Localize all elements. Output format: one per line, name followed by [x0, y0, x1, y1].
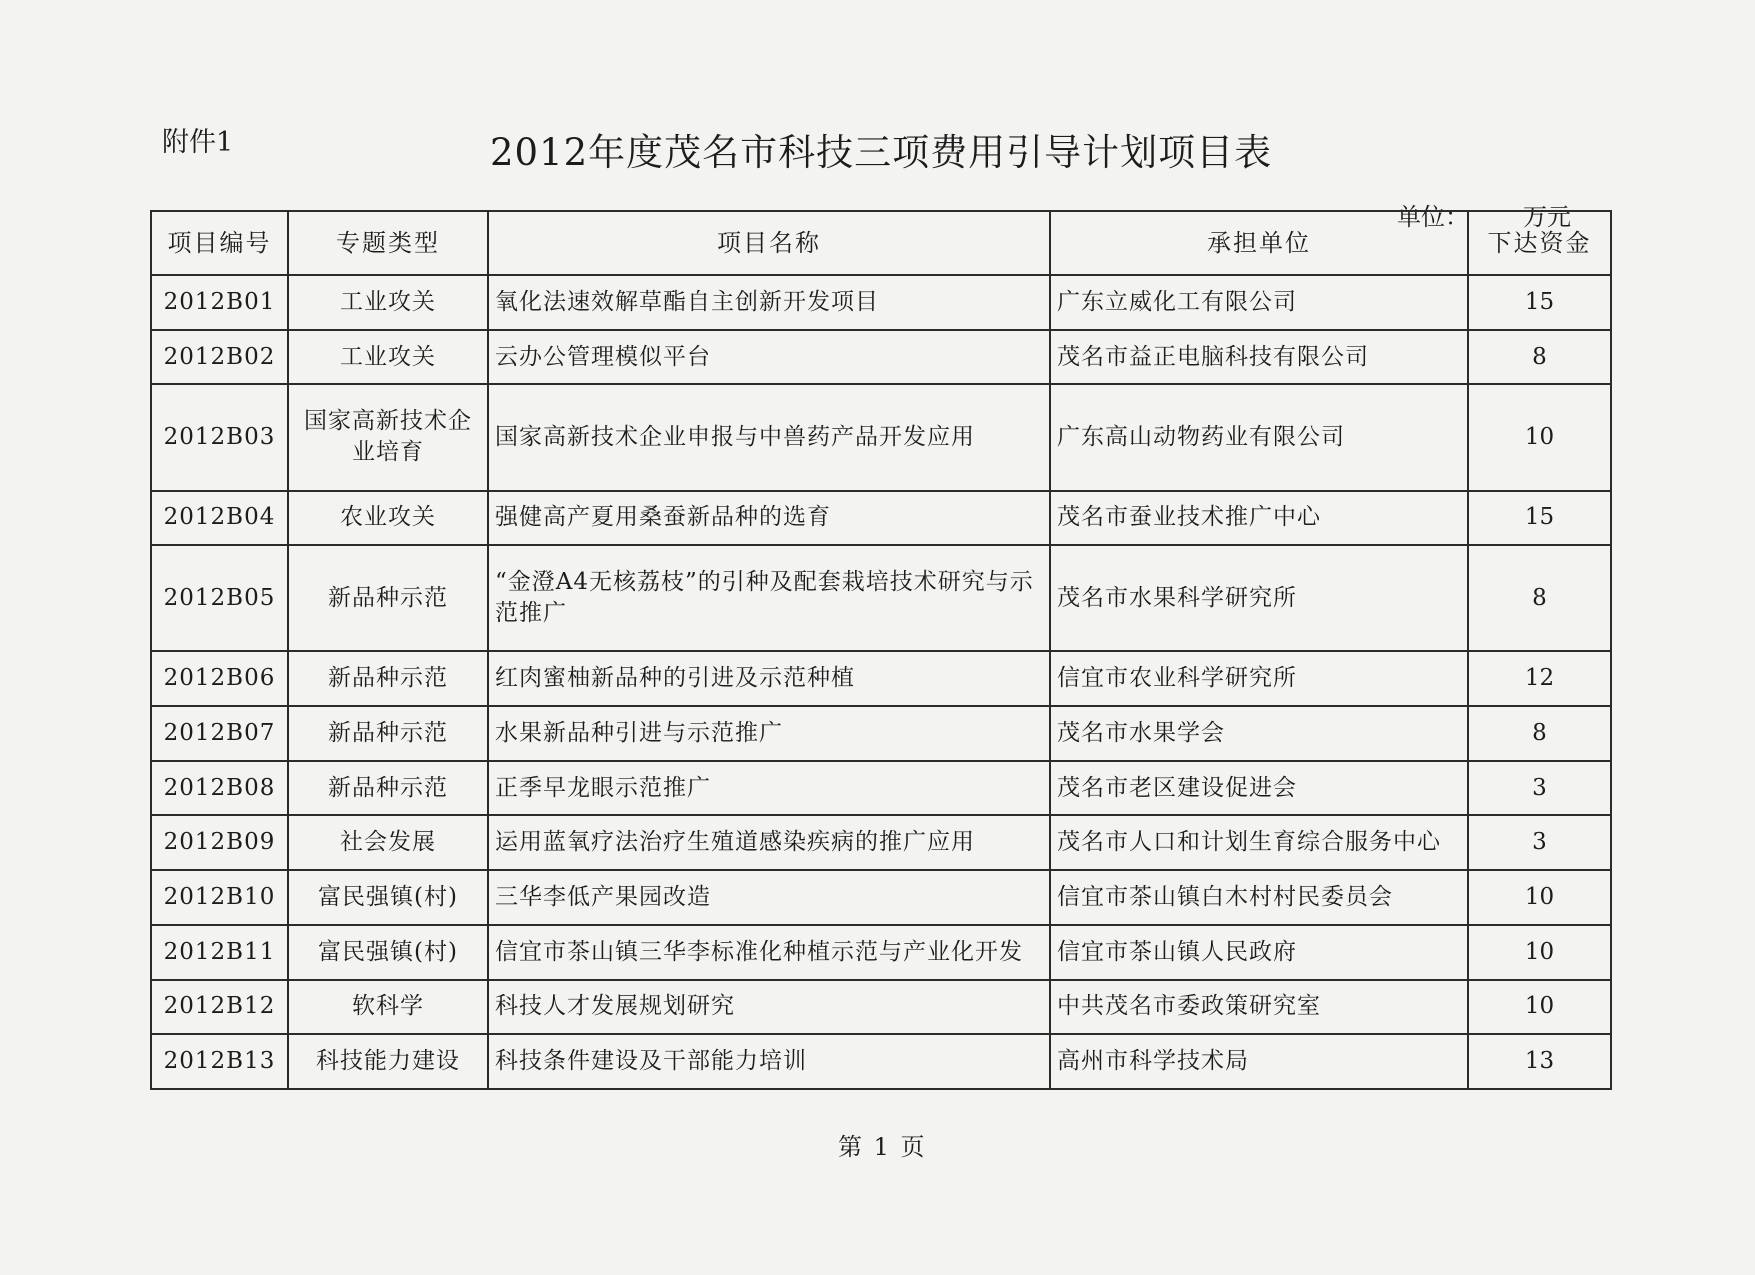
table-row	[151, 384, 1611, 490]
project-name: 科技人才发展规划研究	[488, 980, 1050, 1035]
project-name: 科技条件建设及干部能力培训	[488, 1034, 1050, 1089]
project-id: 2012B12	[151, 980, 288, 1035]
table-row	[151, 545, 1611, 651]
table-row	[151, 706, 1611, 761]
table-row	[151, 980, 1611, 1035]
project-id: 2012B10	[151, 870, 288, 925]
unit-value: 万元	[1523, 203, 1571, 231]
table-row	[151, 330, 1611, 385]
project-org: 茂名市人口和计划生育综合服务中心	[1050, 815, 1468, 870]
project-type: 国家高新技术企业培育	[288, 384, 488, 490]
project-id: 2012B02	[151, 330, 288, 385]
page-title: 2012年度茂名市科技三项费用引导计划项目表	[490, 131, 1273, 174]
project-org: 高州市科学技术局	[1050, 1034, 1468, 1089]
project-type: 新品种示范	[288, 706, 488, 761]
project-fund: 3	[1468, 761, 1611, 816]
project-org: 茂名市水果学会	[1050, 706, 1468, 761]
project-type: 农业攻关	[288, 491, 488, 546]
table-row	[151, 651, 1611, 706]
project-name: 国家高新技术企业申报与中兽药产品开发应用	[488, 384, 1050, 490]
project-org: 茂名市老区建设促进会	[1050, 761, 1468, 816]
project-fund: 12	[1468, 651, 1611, 706]
table-header-row	[151, 211, 1611, 275]
project-name: 正季早龙眼示范推广	[488, 761, 1050, 816]
project-type: 新品种示范	[288, 545, 488, 651]
project-id: 2012B05	[151, 545, 288, 651]
table-row	[151, 815, 1611, 870]
table-row	[151, 761, 1611, 816]
project-name: 云办公管理模似平台	[488, 330, 1050, 385]
project-org: 信宜市茶山镇人民政府	[1050, 925, 1468, 980]
project-type: 科技能力建设	[288, 1034, 488, 1089]
table-body	[151, 275, 1611, 1089]
unit-label: 单位：	[1397, 203, 1469, 231]
project-fund: 15	[1468, 275, 1611, 330]
project-id: 2012B07	[151, 706, 288, 761]
project-name: “金澄A4无核荔枝”的引种及配套栽培技术研究与示范推广	[488, 545, 1050, 651]
project-org: 茂名市水果科学研究所	[1050, 545, 1468, 651]
attachment-label: 附件1	[162, 127, 234, 158]
col-header-name: 项目名称	[488, 211, 1050, 275]
project-type: 社会发展	[288, 815, 488, 870]
project-type: 软科学	[288, 980, 488, 1035]
project-org: 茂名市蚕业技术推广中心	[1050, 491, 1468, 546]
project-fund: 10	[1468, 870, 1611, 925]
project-name: 强健高产夏用桑蚕新品种的选育	[488, 491, 1050, 546]
project-type: 新品种示范	[288, 651, 488, 706]
project-id: 2012B13	[151, 1034, 288, 1089]
project-type: 富民强镇(村)	[288, 925, 488, 980]
col-header-type: 专题类型	[288, 211, 488, 275]
project-type: 工业攻关	[288, 330, 488, 385]
project-name: 水果新品种引进与示范推广	[488, 706, 1050, 761]
project-table	[150, 210, 1612, 1090]
project-fund: 8	[1468, 330, 1611, 385]
project-org: 广东高山动物药业有限公司	[1050, 384, 1468, 490]
project-name: 三华李低产果园改造	[488, 870, 1050, 925]
col-header-fund: 下达资金	[1468, 211, 1611, 275]
table-row	[151, 275, 1611, 330]
project-fund: 10	[1468, 980, 1611, 1035]
project-type: 富民强镇(村)	[288, 870, 488, 925]
table-row	[151, 491, 1611, 546]
project-id: 2012B04	[151, 491, 288, 546]
col-header-id: 项目编号	[151, 211, 288, 275]
project-name: 氧化法速效解草酯自主创新开发项目	[488, 275, 1050, 330]
project-org: 广东立威化工有限公司	[1050, 275, 1468, 330]
project-id: 2012B01	[151, 275, 288, 330]
project-fund: 3	[1468, 815, 1611, 870]
project-type: 工业攻关	[288, 275, 488, 330]
project-org: 中共茂名市委政策研究室	[1050, 980, 1468, 1035]
project-fund: 13	[1468, 1034, 1611, 1089]
project-org: 信宜市茶山镇白木村村民委员会	[1050, 870, 1468, 925]
project-id: 2012B11	[151, 925, 288, 980]
project-fund: 15	[1468, 491, 1611, 546]
project-id: 2012B09	[151, 815, 288, 870]
table-row	[151, 1034, 1611, 1089]
project-org: 信宜市农业科学研究所	[1050, 651, 1468, 706]
project-id: 2012B03	[151, 384, 288, 490]
project-name: 信宜市茶山镇三华李标准化种植示范与产业化开发	[488, 925, 1050, 980]
project-fund: 8	[1468, 545, 1611, 651]
col-header-org: 承担单位	[1050, 211, 1468, 275]
project-fund: 10	[1468, 384, 1611, 490]
page-number: 第 1 页	[838, 1133, 927, 1161]
project-name: 运用蓝氧疗法治疗生殖道感染疾病的推广应用	[488, 815, 1050, 870]
project-name: 红肉蜜柚新品种的引进及示范种植	[488, 651, 1050, 706]
table-row	[151, 870, 1611, 925]
project-org: 茂名市益正电脑科技有限公司	[1050, 330, 1468, 385]
project-id: 2012B08	[151, 761, 288, 816]
project-type: 新品种示范	[288, 761, 488, 816]
project-fund: 10	[1468, 925, 1611, 980]
table-row	[151, 925, 1611, 980]
project-fund: 8	[1468, 706, 1611, 761]
project-id: 2012B06	[151, 651, 288, 706]
